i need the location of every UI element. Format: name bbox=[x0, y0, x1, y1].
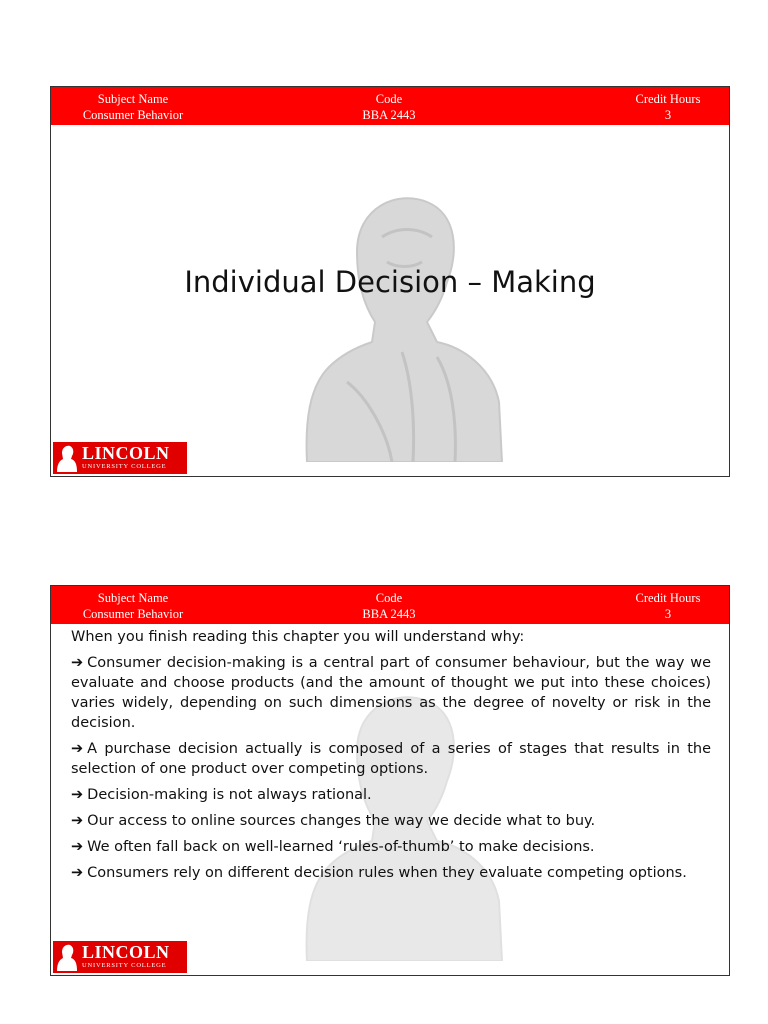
arrow-icon: ➔ bbox=[71, 741, 84, 757]
list-item bbox=[71, 653, 711, 733]
objectives-body bbox=[71, 627, 711, 889]
slide-title-text: Individual Decision – Making bbox=[184, 265, 596, 299]
logo-subtitle: UNIVERSITY COLLEGE bbox=[82, 463, 167, 470]
list-item bbox=[71, 785, 711, 805]
subject-column bbox=[63, 91, 203, 123]
lincoln-bust-icon bbox=[56, 943, 78, 971]
credit-value: 3 bbox=[664, 108, 672, 122]
logo-subtitle: UNIVERSITY COLLEGE bbox=[82, 962, 167, 969]
arrow-icon: ➔ bbox=[71, 865, 84, 881]
list-item-text: Our access to online sources changes the way we decide what to buy. bbox=[87, 813, 596, 829]
list-item-text: A purchase decision actually is composed of a series of stages that results in the selection of one product over competing options. bbox=[71, 741, 711, 777]
credit-column bbox=[623, 91, 713, 123]
code-value: BBA 2443 bbox=[362, 607, 416, 621]
subject-label: Subject Name bbox=[97, 92, 169, 106]
arrow-icon: ➔ bbox=[71, 787, 84, 803]
code-label: Code bbox=[375, 591, 403, 605]
arrow-icon: ➔ bbox=[71, 839, 84, 855]
list-item-text: We often fall back on well-learned ‘rules-of-thumb’ to make decisions. bbox=[87, 839, 595, 855]
slide-header bbox=[51, 586, 729, 624]
credit-value: 3 bbox=[664, 607, 672, 621]
credit-label: Credit Hours bbox=[635, 591, 701, 605]
list-item-text: Consumer decision-making is a central part of consumer behaviour, but the way we evaluate and choose products (and the amount of thought we put into these choices) varies widely, depending on such dimensions as the degree of novelty or risk in the decision. bbox=[71, 655, 711, 731]
intro-text: When you finish reading this chapter you will understand why: bbox=[71, 629, 525, 645]
bust-watermark-icon bbox=[287, 182, 507, 462]
objectives-list bbox=[71, 653, 711, 883]
logo-name: LINCOLN bbox=[82, 942, 170, 962]
list-item bbox=[71, 863, 711, 883]
code-column bbox=[329, 590, 449, 622]
list-item-text: Consumers rely on different decision rules when they evaluate competing options. bbox=[87, 865, 687, 881]
lincoln-logo bbox=[53, 442, 187, 474]
subject-value: Consumer Behavior bbox=[82, 607, 184, 621]
slide-header bbox=[51, 87, 729, 125]
logo-name: LINCOLN bbox=[82, 443, 170, 463]
subject-label: Subject Name bbox=[97, 591, 169, 605]
code-value: BBA 2443 bbox=[362, 108, 416, 122]
slide-title bbox=[50, 86, 730, 477]
code-column bbox=[329, 91, 449, 123]
list-item-text: Decision-making is not always rational. bbox=[87, 787, 372, 803]
lincoln-logo bbox=[53, 941, 187, 973]
lincoln-bust-icon bbox=[56, 444, 78, 472]
arrow-icon: ➔ bbox=[71, 655, 84, 671]
credit-label: Credit Hours bbox=[635, 92, 701, 106]
list-item bbox=[71, 811, 711, 831]
code-label: Code bbox=[375, 92, 403, 106]
slide-objectives bbox=[50, 585, 730, 976]
subject-column bbox=[63, 590, 203, 622]
list-item bbox=[71, 739, 711, 779]
list-item bbox=[71, 837, 711, 857]
credit-column bbox=[623, 590, 713, 622]
arrow-icon: ➔ bbox=[71, 813, 84, 829]
subject-value: Consumer Behavior bbox=[82, 108, 184, 122]
